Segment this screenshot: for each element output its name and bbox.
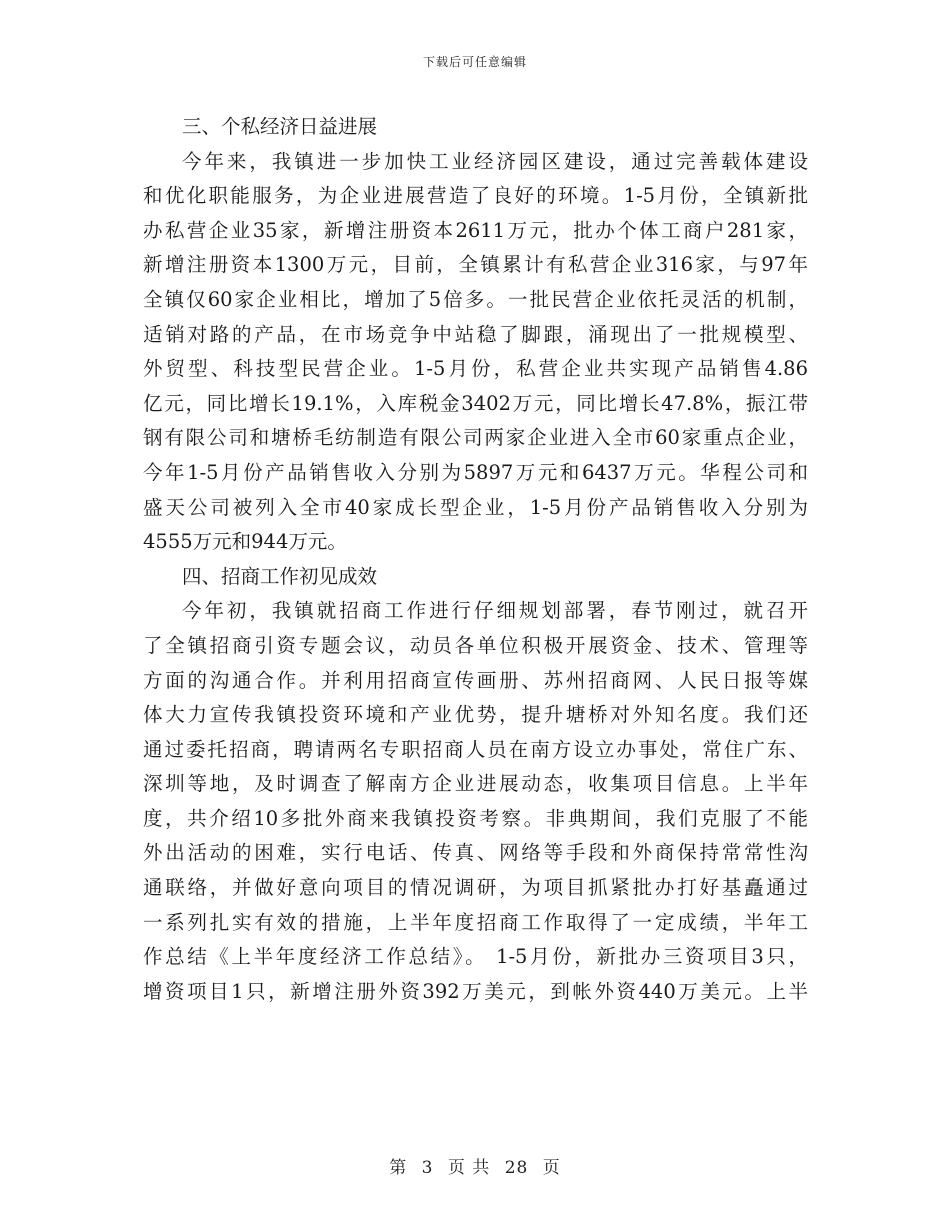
text-line: 新增注册资本1300万元，目前，全镇累计有私营企业316家，与97年	[143, 253, 808, 277]
text-line: 和优化职能服务，为企业进展营造了良好的环境。1-5月份，全镇新批	[143, 184, 808, 208]
footer-suffix: 页	[542, 1158, 561, 1178]
text-line: 办私营企业35家，新增注册资本2611万元，批办个体工商户281家，	[143, 218, 808, 242]
page-header: 下载后可任意编辑	[422, 55, 527, 69]
text-line: 方面的沟通合作。并利用招商宣传画册、苏州招商网、人民日报等媒	[143, 668, 808, 692]
text-line: 今年初，我镇就招商工作进行仔细规划部署，春节刚过，就召开	[182, 599, 808, 623]
text-line: 深圳等地，及时调查了解南方企业进展动态，收集项目信息。上半年	[143, 772, 808, 796]
text-line: 通过委托招商，聘请两名专职招商人员在南方设立办事处，常住广东、	[143, 737, 808, 761]
text-line: 一系列扎实有效的措施，上半年度招商工作取得了一定成绩，半年工	[143, 910, 808, 934]
text-line: 适销对路的产品，在市场竞争中站稳了脚跟，涌现出了一批规模型、	[143, 322, 808, 346]
text-line: 增资项目1只，新增注册外资392万美元，到帐外资440万美元。上半	[143, 979, 808, 1003]
text-line: 四、招商工作初见成效	[182, 564, 378, 588]
text-line: 今年1-5月份产品销售收入分别为5897万元和6437万元。华程公司和	[143, 460, 808, 484]
text-line: 钢有限公司和塘桥毛纺制造有限公司两家企业进入全市60家重点企业，	[143, 426, 808, 450]
text-line: 体大力宣传我镇投资环境和产业优势，提升塘桥对外知名度。我们还	[143, 703, 808, 727]
footer-middle: 页 共	[447, 1158, 491, 1178]
text-line: 度，共介绍10多批外商来我镇投资考察。非典期间，我们克服了不能	[143, 806, 808, 830]
text-line: 亿元，同比增长19.1%，入库税金3402万元，同比增长47.8%，振江带	[143, 391, 808, 415]
text-line: 作总结《上半年度经济工作总结》。 1-5月份，新批办三资项目3只，	[143, 945, 808, 969]
text-line: 通联络，并做好意向项目的情况调研，为项目抓紧批办打好基矗通过	[143, 876, 808, 900]
text-line: 今年来，我镇进一步加快工业经济园区建设，通过完善载体建设	[182, 149, 808, 173]
body-text	[143, 110, 808, 1009]
text-line: 盛天公司被列入全市40家成长型企业，1-5月份产品销售收入分别为	[143, 495, 808, 519]
text-line: 4555万元和944万元。	[143, 530, 347, 554]
footer-prefix: 第	[389, 1158, 408, 1178]
text-line: 三、个私经济日益进展	[182, 115, 378, 138]
text-line: 外出活动的困难，实行电话、传真、网络等手段和外商保持常常性沟	[143, 841, 808, 865]
text-line: 了全镇招商引资专题会议，动员各单位积极开展资金、技术、管理等	[143, 633, 808, 657]
text-line: 外贸型、科技型民营企业。1-5月份，私营企业共实现产品销售4.86	[143, 357, 808, 381]
footer-page-number: 3	[421, 1158, 434, 1178]
footer-total-pages: 28	[504, 1158, 529, 1178]
page-footer	[0, 1153, 950, 1178]
text-line: 全镇仅60家企业相比，增加了5倍多。一批民营企业依托灵活的机制，	[143, 287, 808, 311]
